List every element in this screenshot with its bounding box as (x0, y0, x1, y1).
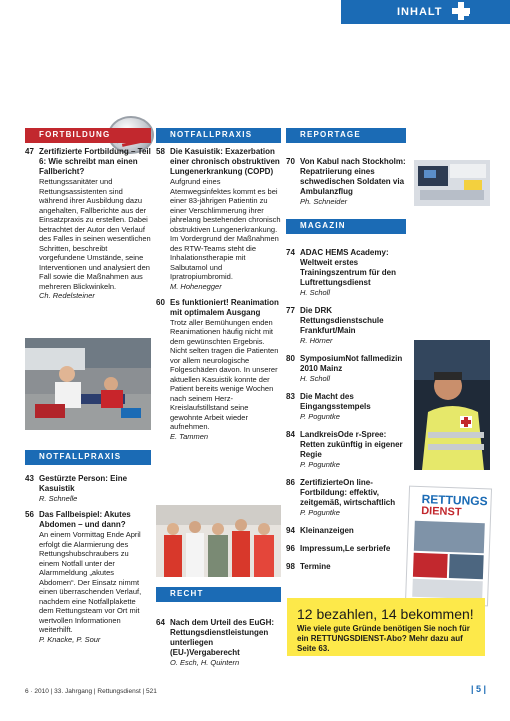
entry-author: O. Esch, H. Quintern (170, 658, 240, 667)
entry-author: R. Schnelle (39, 494, 78, 503)
column-left-lower (25, 450, 151, 645)
entry-title: SymposiumNot fallmedizin 2010 Mainz (300, 354, 403, 373)
entry-text: Rettungssanitäter und Rettungsassistenten sind während ihrer Ausbildung dazu angehalten, Fallberichte aus der Einsatzpraxis zu erstellen. Dabei betrachtet der Autor den Verlauf des Falles in seinen wesentlichen Schritten, beschreibt vorgefundene Umstände, seine Interventionen und analysiert den Fall sowie die Maßnahmen aus mehreren Blickwinkeln. (39, 177, 151, 291)
entry-title: Gestürzte Person: Eine Kasuistik (39, 474, 128, 493)
toc-entry[interactable] (286, 354, 406, 384)
entry-author: P. Poguntke (300, 460, 340, 469)
section-heading-recht: RECHT (156, 587, 281, 602)
column-left (25, 128, 151, 301)
page-number-footer: | 5 | (470, 684, 486, 694)
entry-title: Nach dem Urteil des EuGH: Rettungsdienstleistungen unterliegen (EU-)Vergaberecht (170, 618, 275, 657)
magazine-logo-line2: DIENST (420, 505, 462, 519)
page-number: 64 (156, 618, 165, 627)
page-number: 80 (286, 354, 295, 363)
entry-title: ADAC HEMS Academy: Weltweit erstes Trainingszentrum für den Luftrettungsdienst (300, 248, 397, 287)
page-number: 58 (156, 147, 165, 156)
entry-author: E. Tammen (170, 431, 209, 441)
entry-title: Termine (300, 562, 331, 571)
entry-author: Ch. Redelsteiner (39, 291, 95, 300)
toc-entry[interactable] (286, 478, 406, 518)
promo-text: Wie viele gute Gründe benötigen Sie noch für ein RETTUNGSDIENST-Abo? Mehr dazu auf Seite 63. (297, 624, 470, 653)
page-number: 74 (286, 248, 295, 257)
ambulance-interior-photo (414, 160, 490, 206)
entry-author: H. Scholl (300, 288, 331, 297)
magazine-cover (405, 486, 492, 607)
entry-text: Aufgrund eines Atemwegsinfektes kommt es bei einer 83-jährigen Patientin zu einer Verschlimmerung ihrer jahrelang bestehenden chronisch obstruktiven Lungenerkrankung. Im Vordergrund der Maßnahmen des RTW-Teams steht die Inhalationstherapie mit Salbutamol und Ipratropiumbromid. (170, 177, 281, 281)
subscription-promo[interactable] (287, 598, 485, 656)
toc-entry[interactable] (25, 474, 151, 504)
tab-tail (469, 0, 510, 24)
page-number: 60 (156, 297, 165, 307)
entry-author: P. Knacke, P. Sour (39, 634, 101, 644)
page-number: 98 (286, 562, 295, 571)
entry-title: Impressum,Le serbriefe (300, 544, 391, 553)
toc-entry[interactable] (156, 147, 281, 292)
page-number: 83 (286, 392, 295, 401)
entry-author: Ph. Schneider (300, 197, 348, 206)
page-number: 47 (25, 147, 34, 156)
section-heading-fortbildung: FORTBILDUNG (25, 128, 151, 143)
entry-title: LandkreisOde r-Spree: Retten zukünftig in eigener Regie (300, 430, 403, 459)
column-middle-lower (156, 587, 281, 668)
toc-entry[interactable] (286, 392, 406, 422)
page-number: 43 (25, 474, 34, 483)
entry-title: Kleinanzeigen (300, 526, 354, 535)
paramedic-photo (414, 340, 490, 470)
inhalt-label: INHALT (397, 6, 443, 18)
entry-author: P. Poguntke (300, 412, 340, 421)
rescue-team-photo (156, 505, 281, 577)
section-heading-reportage: REPORTAGE (286, 128, 406, 143)
column-right (286, 128, 406, 572)
entry-title: Die Macht des Eingangsstempels (300, 392, 371, 411)
entry-text: Trotz aller Bemühungen enden Reanimationen häufig nicht mit dem gewünschten Ergebnis. Nicht selten tragen die Patienten vor allem neurologische Folgeschäden davon. In unserer aktuellen Kasuistik konnte der Patient bereits wenige Wochen nach seinem Herz-Kreislaufstillstand seine gewohnte Arbeit wieder aufnehmen. (170, 317, 279, 431)
entry-author: R. Hörner (300, 336, 333, 345)
entry-title: ZertifizierteOn line-Fortbildung: effektiv, zeitgemäß, wirtschaftlich (300, 478, 396, 507)
toc-entry[interactable] (25, 147, 151, 301)
column-middle (156, 128, 281, 442)
toc-entry[interactable] (286, 562, 406, 572)
entry-author: H. Scholl (300, 374, 331, 383)
entry-title: Zertifizierte Fortbildung – Teil 6: Wie schreibt man einen Fallbericht? (39, 147, 151, 176)
section-heading-notfallpraxis: NOTFALLPRAXIS (156, 128, 281, 143)
page-number: 94 (286, 526, 295, 535)
entry-author: P. Poguntke (300, 508, 340, 517)
toc-entry[interactable] (286, 430, 406, 470)
page-number: 86 (286, 478, 295, 487)
toc-entry[interactable] (286, 157, 406, 207)
entry-title: Die Kasuistik: Exazerbation einer chronisch obstruktiven Lungenerkrankung (COPD) (170, 147, 280, 176)
toc-entry[interactable] (286, 306, 406, 346)
entry-title: Von Kabul nach Stockholm: Repatriierung eines schwedischen Soldaten via Ambulanzflug (300, 157, 406, 196)
section-tab-inhalt (341, 0, 469, 24)
page-number: 96 (286, 544, 295, 553)
entry-title: Das Fallbeispiel: Akutes Abdomen – und dann? (39, 510, 131, 529)
entry-author: M. Hohenegger (170, 281, 222, 291)
promo-headline: 12 bezahlen, 14 bekommen! (297, 606, 474, 622)
cross-icon (452, 2, 470, 20)
page-number: 70 (286, 157, 295, 166)
page-number: 84 (286, 430, 295, 439)
page-number: 77 (286, 306, 295, 315)
entry-title: Die DRK Rettungsdienstschule Frankfurt/Main (300, 306, 384, 335)
toc-entry[interactable] (286, 526, 406, 536)
section-heading-notfallpraxis: NOTFALLPRAXIS (25, 450, 151, 465)
toc-entry[interactable] (156, 298, 281, 442)
toc-entry[interactable] (286, 544, 406, 554)
toc-entry[interactable] (25, 510, 151, 645)
section-heading-magazin: MAGAZIN (286, 219, 406, 234)
footer-issue-info: 6 · 2010 | 33. Jahrgang | Rettungsdienst | 521 (25, 688, 157, 695)
entry-title: Es funktioniert! Reanimation mit optimalem Ausgang (170, 297, 279, 317)
toc-entry[interactable] (286, 248, 406, 298)
cpr-training-photo (25, 338, 151, 430)
toc-entry[interactable] (156, 618, 281, 668)
entry-text: An einem Vormittag Ende April erfolgt die Alarmierung des Rettungshubschraubers zu einem Notfall unter der Alarmmeldung „akutes Abdomen“. Der Einsatz nimmt einen überraschenden Verlauf, nachdem eine Notfallplakette dem Rettungsteam vor Ort mit wertvollen Informationen weiterhilft. (39, 530, 142, 634)
page-number: 56 (25, 510, 34, 519)
magazine-logo: RETTUNGS (421, 492, 488, 509)
